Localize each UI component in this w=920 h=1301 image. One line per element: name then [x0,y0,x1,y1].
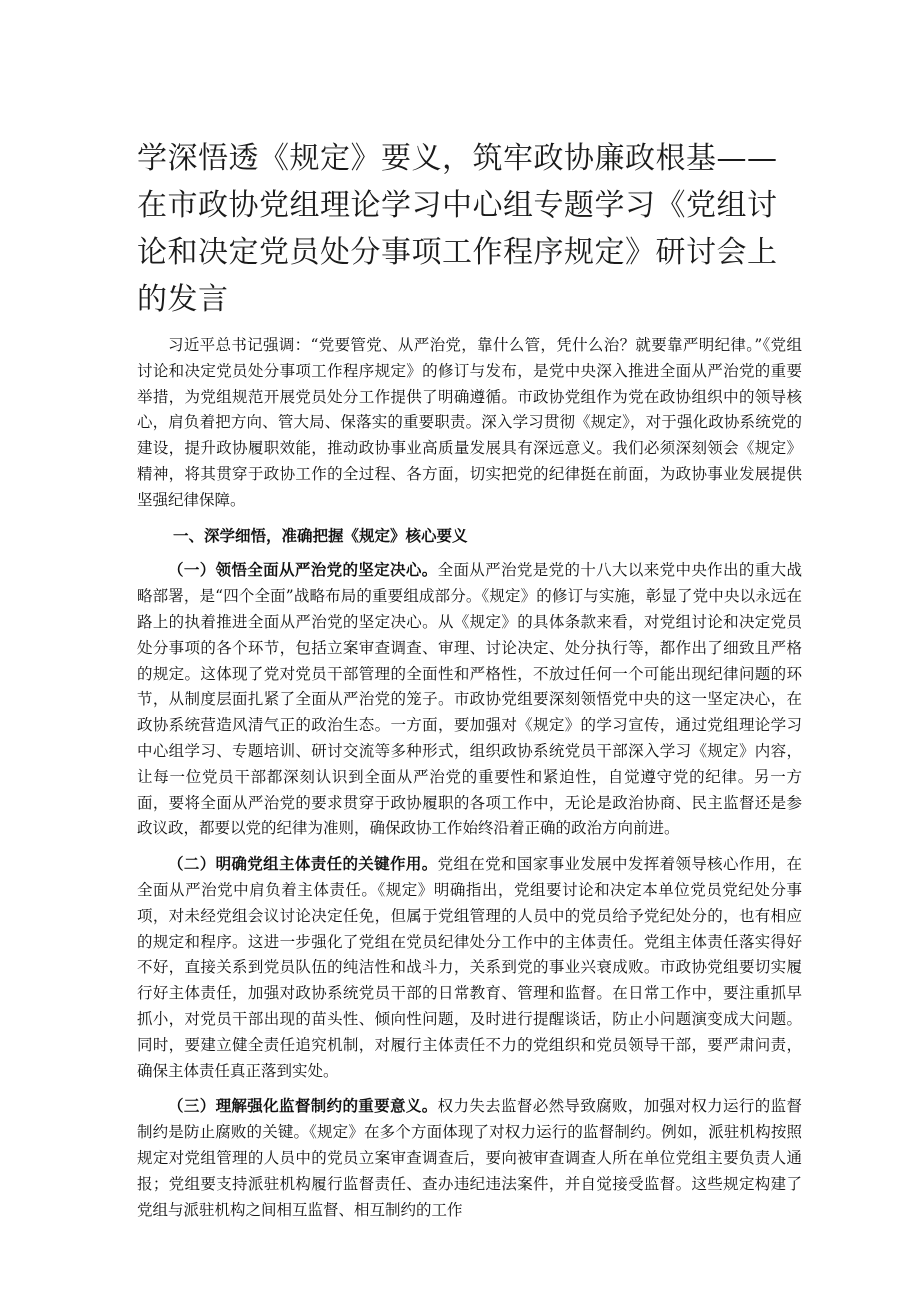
subsection-2-body: 党组在党和国家事业发展中发挥着领导核心作用，在全面从严治党中肩负着主体责任。《规定》明确指出，党组要讨论和决定本单位党员党纪处分事项，对未经党组会议讨论决定任免，但属于党组管理的人员中的党员给予党纪处分的，也有相应的规定和程序。这进一步强化了党组在党员纪律处分工作中的主体责任。党组主体责任落实得好不好，直接关系到党员队伍的纯洁性和战斗力，关系到党的事业兴衰成败。市政协党组要切实履行好主体责任，加强对政协系统党员干部的日常教育、管理和监督。在日常工作中，要注重抓早抓小，对党员干部出现的苗头性、倾向性问题，及时进行提醒谈话，防止小问题演变成大问题。同时，要建立健全责任追究机制，对履行主体责任不力的党组织和党员领导干部，要严肃问责，确保主体责任真正落到实处。 [137,855,802,1080]
subsection-2-lead: （二）明确党组主体责任的关键作用。 [168,854,438,874]
subsection-3-lead: （三）理解强化监督制约的重要意义。 [168,1096,438,1116]
subsection-1 [137,557,802,842]
subsection-1-lead: （一）领悟全面从严治党的坚定决心。 [168,560,438,580]
section-heading-1: 一、深学细悟，准确把握《规定》核心要义 [173,525,468,545]
document-title: 学深悟透《规定》要义，筑牢政协廉政根基——在市政协党组理论学习中心组专题学习《党组讨论和决定党员处分事项工作程序规定》研讨会上的发言 [137,141,778,317]
subsection-3-body: 权力失去监督必然导致腐败，加强对权力运行的监督制约是防止腐败的关键。《规定》在多个方面体现了对权力运行的监督制约。例如，派驻机构按照规定对党组管理的人员中的党员立案审查调查后，要向被审查调查人所在单位党组主要负责人通报；党组要支持派驻机构履行监督责任、查办违纪违法案件，并自觉接受监督。这些规定构建了党组与派驻机构之间相互监督、相互制约的工作 [137,1097,802,1219]
subsection-3 [137,1093,802,1223]
intro-paragraph: 习近平总书记强调：“党要管党、从严治党，靠什么管，凭什么治？就要靠严明纪律。”《党组讨论和决定党员处分事项工作程序规定》的修订与发布，是党中央深入推进全面从严治党的重要举措，为党组规范开展党员处分工作提供了明确遵循。市政协党组作为党在政协组织中的领导核心，肩负着把方向、管大局、保落实的重要职责。深入学习贯彻《规定》，对于强化政协系统党的建设，提升政协履职效能，推动政协事业高质量发展具有深远意义。我们必须深刻领会《规定》精神，将其贯穿于政协工作的全过程、各方面，切实把党的纪律挺在前面，为政协事业发展提供坚强纪律保障。 [137,336,802,509]
subsection-2 [137,851,802,1084]
subsection-1-body: 全面从严治党是党的十八大以来党中央作出的重大战略部署，是“四个全面”战略布局的重要组成部分。《规定》的修订与实施，彰显了党中央以永远在路上的执着推进全面从严治党的坚定决心。从《规定》的具体条款来看，对党组讨论和决定党员处分事项的各个环节，包括立案审查调查、审理、讨论决定、处分执行等，都作出了细致且严格的规定。这体现了党对党员干部管理的全面性和严格性，不放过任何一个可能出现纪律问题的环节，从制度层面扎紧了全面从严治党的笼子。市政协党组要深刻领悟党中央的这一坚定决心，在政协系统营造风清气正的政治生态。一方面，要加强对《规定》的学习宣传，通过党组理论学习中心组学习、专题培训、研讨交流等多种形式，组织政协系统党员干部深入学习《规定》内容，让每一位党员干部都深刻认识到全面从严治党的重要性和紧迫性，自觉遵守党的纪律。另一方面，要将全面从严治党的要求贯穿于政协履职的各项工作中，无论是政治协商、民主监督还是参政议政，都要以党的纪律为准则，确保政协工作始终沿着正确的政治方向前进。 [137,561,802,838]
